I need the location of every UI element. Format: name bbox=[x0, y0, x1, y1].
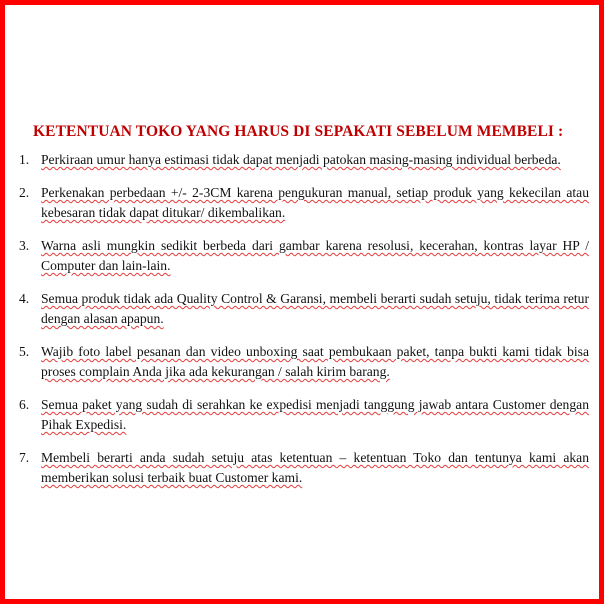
rule-text: Warna asli mungkin sedikit berbeda dari gambar karena resolusi, kecerahan, kontras layar HP / Computer dan lain-lain. bbox=[41, 238, 589, 273]
document-frame bbox=[5, 5, 599, 599]
rule-text: Semua paket yang sudah di serahkan ke expedisi menjadi tanggung jawab antara Customer dengan Pihak Expedisi. bbox=[41, 397, 589, 432]
rule-number: 4. bbox=[19, 291, 30, 306]
rule-text: Membeli berarti anda sudah setuju atas ketentuan – ketentuan Toko dan tentunya kami akan memberikan solusi terbaik buat Customer kami. bbox=[41, 450, 589, 485]
rule-number: 5. bbox=[19, 344, 30, 359]
rule-number: 3. bbox=[19, 238, 30, 253]
rule-text: Wajib foto label pesanan dan video unboxing saat pembukaan paket, tanpa bukti kami tidak bisa proses complain Anda jika ada kekurangan / salah kirim barang. bbox=[41, 344, 589, 379]
rule-item-7 bbox=[19, 448, 589, 488]
rule-text: Perkiraan umur hanya estimasi tidak dapat menjadi patokan masing-masing individual berbeda. bbox=[41, 152, 561, 167]
rule-number: 1. bbox=[19, 152, 30, 167]
rule-item-3 bbox=[19, 236, 589, 276]
rule-number: 7. bbox=[19, 450, 30, 465]
rule-item-1 bbox=[19, 150, 589, 170]
rule-text: Semua produk tidak ada Quality Control & Garansi, membeli berarti sudah setuju, tidak terima retur dengan alasan apapun. bbox=[41, 291, 589, 326]
rule-number: 2. bbox=[19, 185, 30, 200]
document-title: KETENTUAN TOKO YANG HARUS DI SEPAKATI SEBELUM MEMBELI : bbox=[33, 123, 564, 140]
rule-item-4 bbox=[19, 289, 589, 329]
rules-list bbox=[19, 150, 589, 501]
rule-text: Perkenakan perbedaan +/- 2-3CM karena pengukuran manual, setiap produk yang kekecilan atau kebesaran tidak dapat ditukar/ dikembalikan. bbox=[41, 185, 589, 220]
rule-item-5 bbox=[19, 342, 589, 382]
rule-item-2 bbox=[19, 183, 589, 223]
rule-item-6 bbox=[19, 395, 589, 435]
rule-number: 6. bbox=[19, 397, 30, 412]
